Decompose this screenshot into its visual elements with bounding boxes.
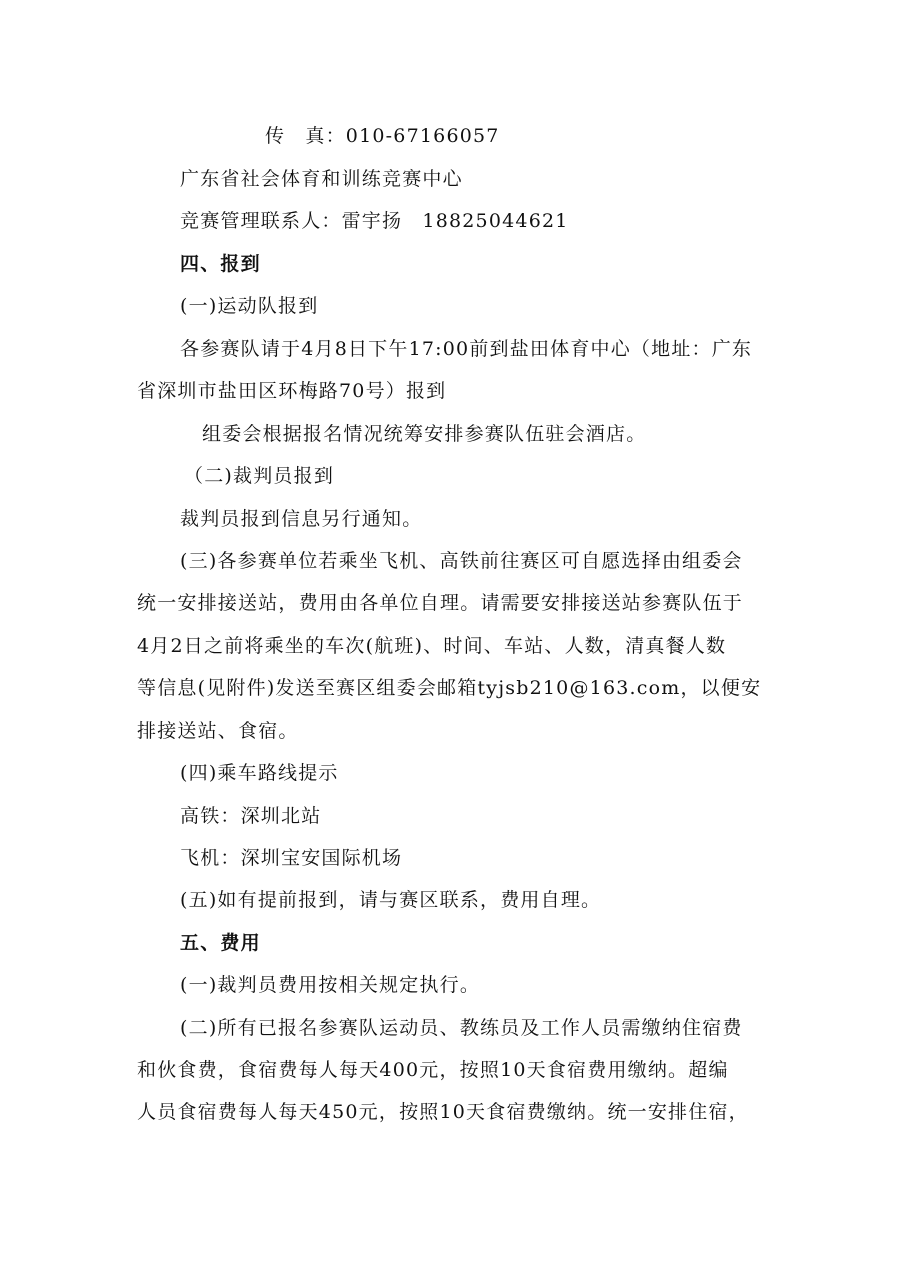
section-heading-fees: 五、费用: [180, 932, 261, 954]
contact-line: 竞赛管理联系人：雷宇扬 18825044621: [180, 210, 569, 232]
fax-line: 传 真：010-67166057: [265, 125, 500, 147]
paragraph-line: 等信息(见附件)发送至赛区组委会邮箱tyjsb210@163.com，以便安: [137, 677, 762, 699]
paragraph-line: 和伙食费，食宿费每人每天400元，按照10天食宿费用缴纳。超编: [137, 1059, 729, 1081]
paragraph-line: (五)如有提前报到，请与赛区联系，费用自理。: [180, 889, 602, 911]
paragraph-line: (二)所有已报名参赛队运动员、教练员及工作人员需缴纳住宿费: [180, 1017, 743, 1039]
paragraph-line: 统一安排接送站，费用由各单位自理。请需要安排接送站参赛队伍于: [137, 592, 744, 614]
subsection-referee-fees: (一)裁判员费用按相关规定执行。: [180, 974, 481, 996]
subsection-team-registration: (一)运动队报到: [180, 295, 319, 317]
subsection-referee-registration: （二)裁判员报到: [184, 465, 335, 487]
paragraph-line: 省深圳市盐田区环梅路70号）报到: [137, 380, 447, 402]
paragraph-line: 人员食宿费每人每天450元，按照10天食宿费缴纳。统一安排住宿，: [137, 1101, 749, 1123]
paragraph-line: 各参赛队请于4月8日下午17:00前到盐田体育中心（地址：广东: [180, 338, 753, 360]
paragraph-line: 裁判员报到信息另行通知。: [180, 508, 423, 530]
paragraph-line: 高铁：深圳北站: [180, 805, 322, 827]
paragraph-line: (三)各参赛单位若乘坐飞机、高铁前往赛区可自愿选择由组委会: [180, 550, 743, 572]
paragraph-line: 4月2日之前将乘坐的车次(航班)、时间、车站、人数，清真餐人数: [137, 635, 727, 657]
paragraph-line: 组委会根据报名情况统筹安排参赛队伍驻会酒店。: [202, 423, 647, 445]
subsection-transport-tips: (四)乘车路线提示: [180, 762, 339, 784]
paragraph-line: 排接送站、食宿。: [137, 720, 299, 742]
section-heading-registration: 四、报到: [180, 253, 261, 275]
paragraph-line: 飞机：深圳宝安国际机场: [180, 847, 403, 869]
organization-name: 广东省社会体育和训练竞赛中心: [180, 168, 463, 190]
